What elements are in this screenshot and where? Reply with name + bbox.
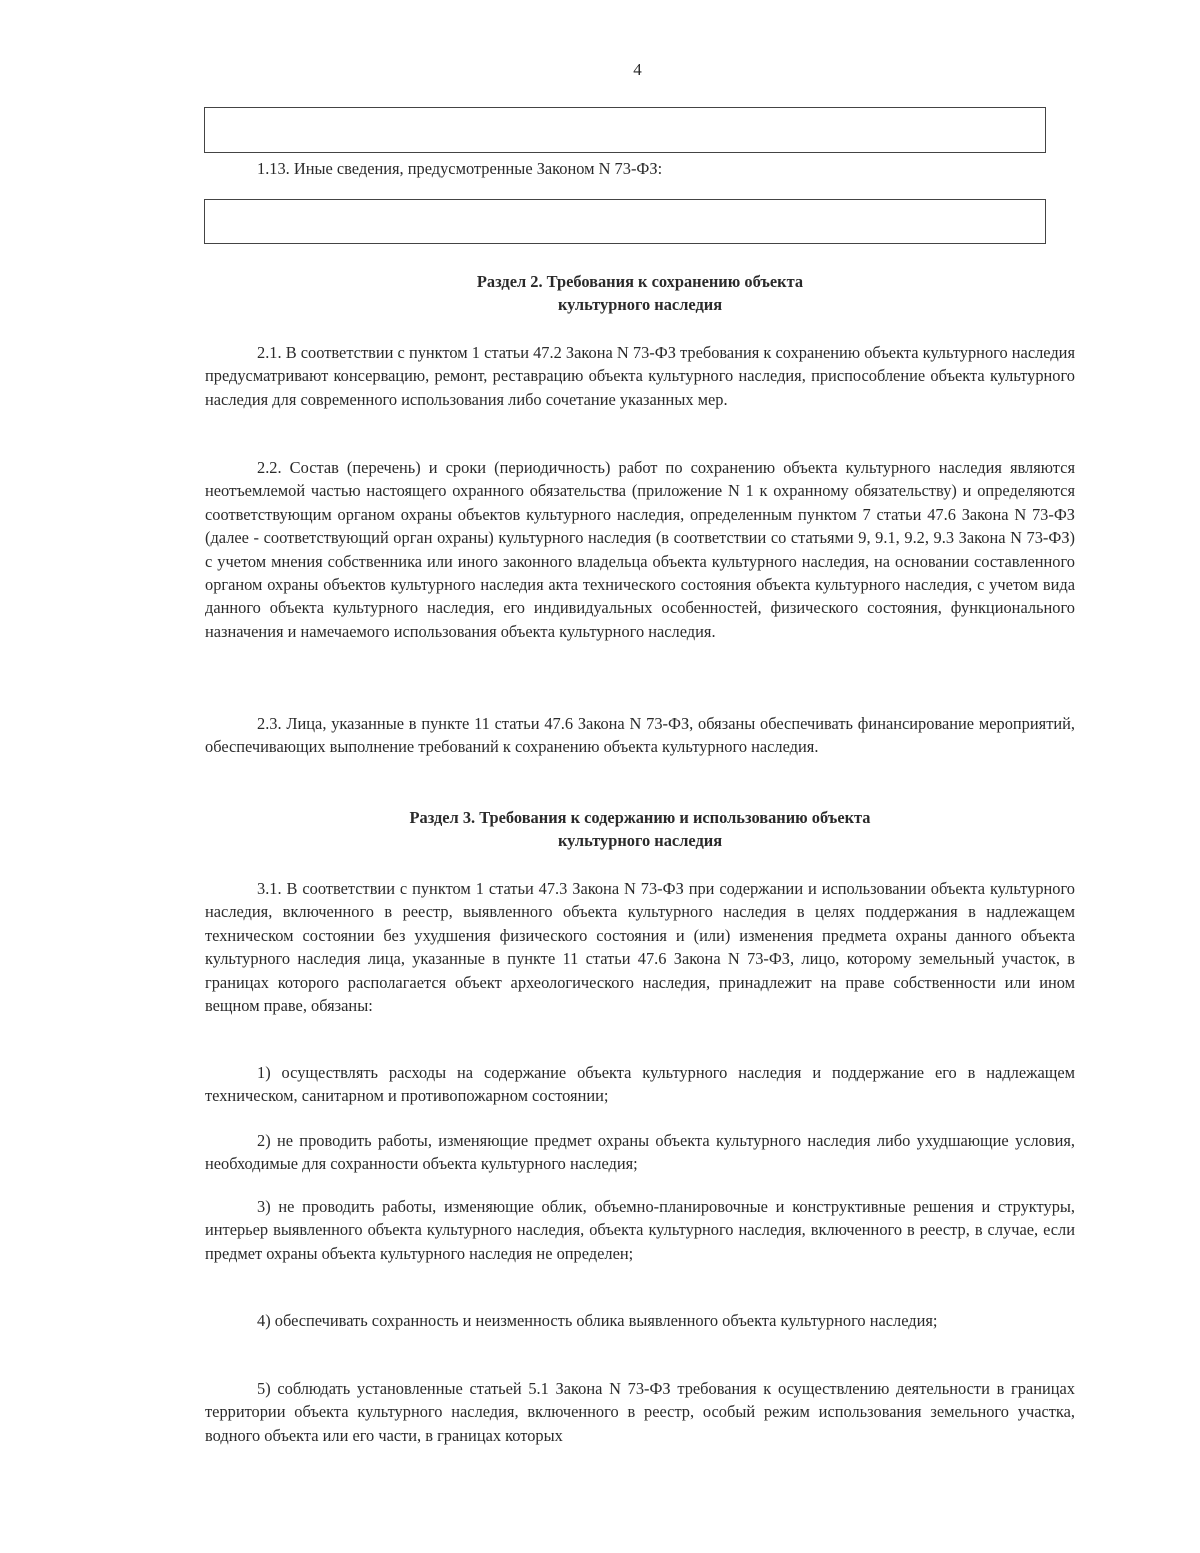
- section-3-heading-line1: Раздел 3. Требования к содержанию и использованию объекта: [409, 808, 871, 827]
- section-3-heading: [205, 806, 1075, 852]
- list-item-4: 4) обеспечивать сохранность и неизменность облика выявленного объекта культурного наследия;: [257, 1311, 938, 1330]
- section-2-heading-line1: Раздел 2. Требования к сохранению объекта: [476, 272, 804, 291]
- empty-field-box-1-13: [204, 199, 1046, 244]
- paragraph-3-1: 3.1. В соответствии с пунктом 1 статьи 47.3 Закона N 73-ФЗ при содержании и использовании объекта культурного наследия, включенного в реестр, выявленного объекта культурного наследия в целях поддержания в надлежащем техническом состоянии без ухудшения физического состояния и (или) изменения предмета охраны данного объекта культурного наследия лица, указанные в пункте 11 статьи 47.6 Закона N 73-ФЗ, лицо, которому земельный участок, в границах которого располагается объект археологического наследия, принадлежит на праве собственности или ином вещном праве, обязаны:: [205, 879, 1075, 1016]
- list-item-5: 5) соблюдать установленные статьей 5.1 Закона N 73-ФЗ требования к осуществлению деятельности в границах территории объекта культурного наследия, включенного в реестр, особый режим использования земельного участка, водного объекта или его части, в границах которых: [205, 1379, 1075, 1445]
- item-1-13-label: 1.13. Иные сведения, предусмотренные Законом N 73-ФЗ:: [257, 159, 663, 178]
- empty-field-box-1-12: [204, 107, 1046, 153]
- list-item-2: 2) не проводить работы, изменяющие предмет охраны объекта культурного наследия либо ухудшающие условия, необходимые для сохранности объекта культурного наследия;: [205, 1131, 1075, 1174]
- section-3-heading-line2: культурного наследия: [557, 831, 723, 850]
- paragraph-2-3: 2.3. Лица, указанные в пункте 11 статьи 47.6 Закона N 73-ФЗ, обязаны обеспечивать финансирование мероприятий, обеспечивающих выполнение требований к сохранению объекта культурного наследия.: [205, 714, 1075, 757]
- paragraph-2-1: 2.1. В соответствии с пунктом 1 статьи 47.2 Закона N 73-ФЗ требования к сохранению объекта культурного наследия предусматривают консервацию, ремонт, реставрацию объекта культурного наследия, приспособление объекта культурного наследия для современного использования либо сочетание указанных мер.: [205, 343, 1075, 409]
- section-2-heading-line2: культурного наследия: [557, 295, 723, 314]
- paragraph-2-2: 2.2. Состав (перечень) и сроки (периодичность) работ по сохранению объекта культурного наследия являются неотъемлемой частью настоящего охранного обязательства (приложение N 1 к охранному обязательству) и определяются соответствующим органом охраны объектов культурного наследия, определенным пунктом 7 статьи 47.6 Закона N 73-ФЗ (далее - соответствующий орган охраны) культурного наследия (в соответствии со статьями 9, 9.1, 9.2, 9.3 Закона N 73-ФЗ) с учетом мнения собственника или иного законного владельца объекта культурного наследия, на основании составленного органом охраны объектов культурного наследия акта технического состояния объекта культурного наследия, с учетом вида данного объекта культурного наследия, его индивидуальных особенностей, физического состояния, функционального назначения и намечаемого использования объекта культурного наследия.: [205, 458, 1075, 641]
- list-item-1: 1) осуществлять расходы на содержание объекта культурного наследия и поддержание его в надлежащем техническом, санитарном и противопожарном состоянии;: [205, 1063, 1075, 1106]
- list-item-3: 3) не проводить работы, изменяющие облик, объемно-планировочные и конструктивные решения и структуры, интерьер выявленного объекта культурного наследия, объекта культурного наследия, включенного в реестр, в случае, если предмет охраны объекта культурного наследия не определен;: [205, 1197, 1075, 1263]
- section-2-heading: [205, 270, 1075, 316]
- page-number: 4: [633, 60, 642, 79]
